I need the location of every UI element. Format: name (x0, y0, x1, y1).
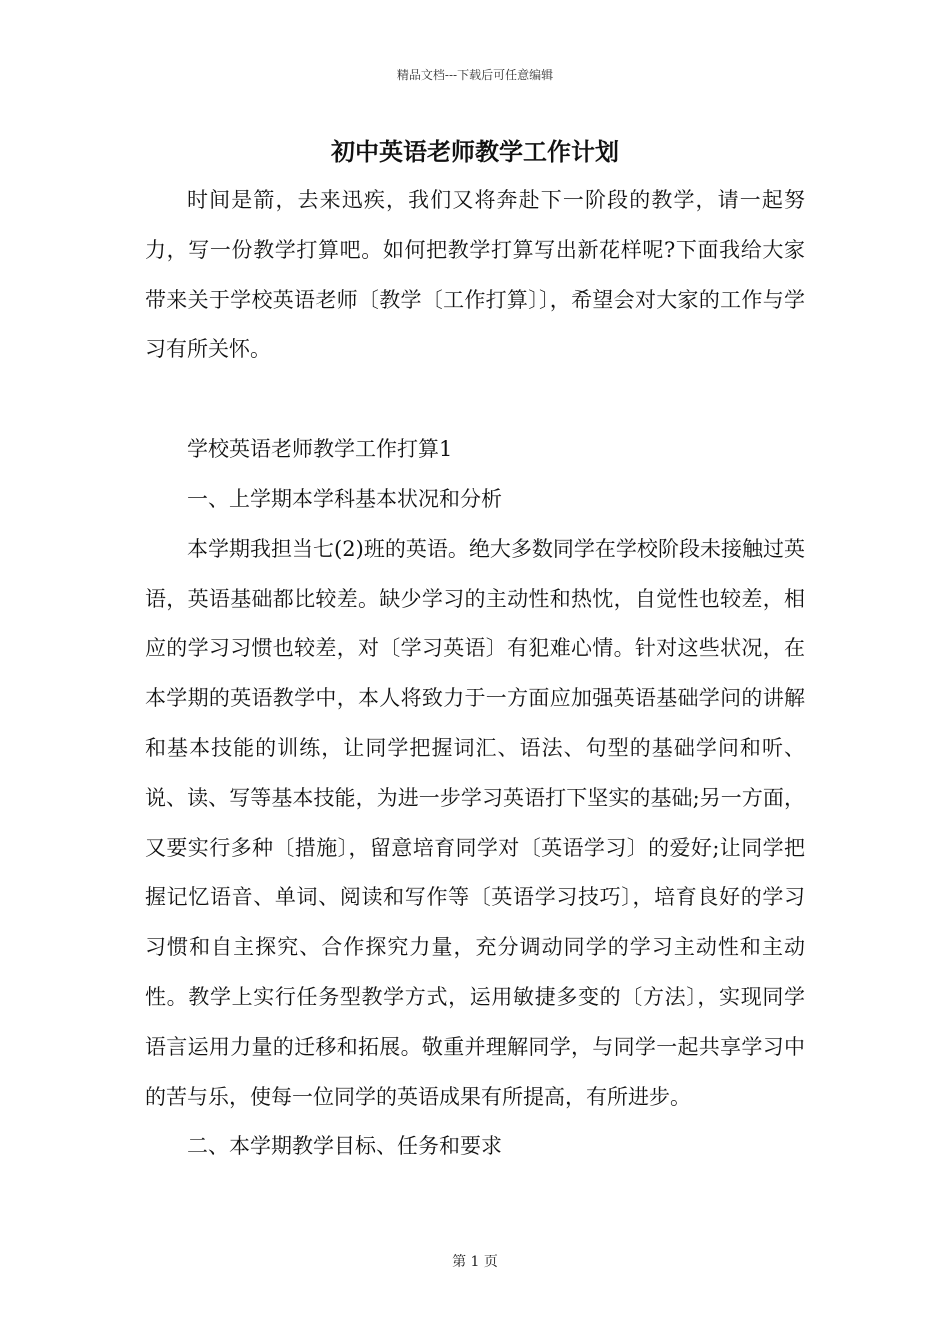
paragraph-spacer (145, 375, 805, 425)
page-header: 精品文档---下载后可任意编辑 (396, 68, 554, 82)
section-heading-2: 二、本学期教学目标、任务和要求 (187, 1134, 502, 1159)
plan-title: 学校英语老师教学工作打算1 (187, 437, 453, 462)
intro-paragraph: 时间是箭，去来迅疾，我们又将奔赴下一阶段的教学，请一起努力，写一份教学打算吧。如何把教学打算写出新花样呢?下面我给大家带来关于学校英语老师〔教学〔工作打算〕〕，希望会对大家的工作与学习有所关怀。 (145, 188, 805, 362)
page-number: 第 1 页 (452, 1254, 498, 1270)
document-body (145, 176, 805, 1172)
document-title: 初中英语老师教学工作计划 (331, 137, 619, 166)
section-body-1: 本学期我担当七(2)班的英语。绝大多数同学在学校阶段未接触过英语，英语基础都比较差。缺少学习的主动性和热忱，自觉性也较差，相应的学习习惯也较差，对〔学习英语〕有犯难心情。针对这些状况，在本学期的英语教学中，本人将致力于一方面应加强英语基础学问的讲解和基本技能的训练，让同学把握词汇、语法、句型的基础学问和听、说、读、写等基本技能，为进一步学习英语打下坚实的基础;另一方面，又要实行多种〔措施〕，留意培育同学对〔英语学习〕的爱好;让同学把握记忆语音、单词、阅读和写作等〔英语学习技巧〕，培育良好的学习习惯和自主探究、合作探究力量，充分调动同学的学习主动性和主动性。教学上实行任务型教学方式，运用敏捷多变的〔方法〕，实现同学语言运用力量的迁移和拓展。敬重并理解同学，与同学一起共享学习中的苦与乐，使每一位同学的英语成果有所提高，有所进步。 (145, 536, 805, 1109)
section-heading-1: 一、上学期本学科基本状况和分析 (187, 486, 502, 511)
